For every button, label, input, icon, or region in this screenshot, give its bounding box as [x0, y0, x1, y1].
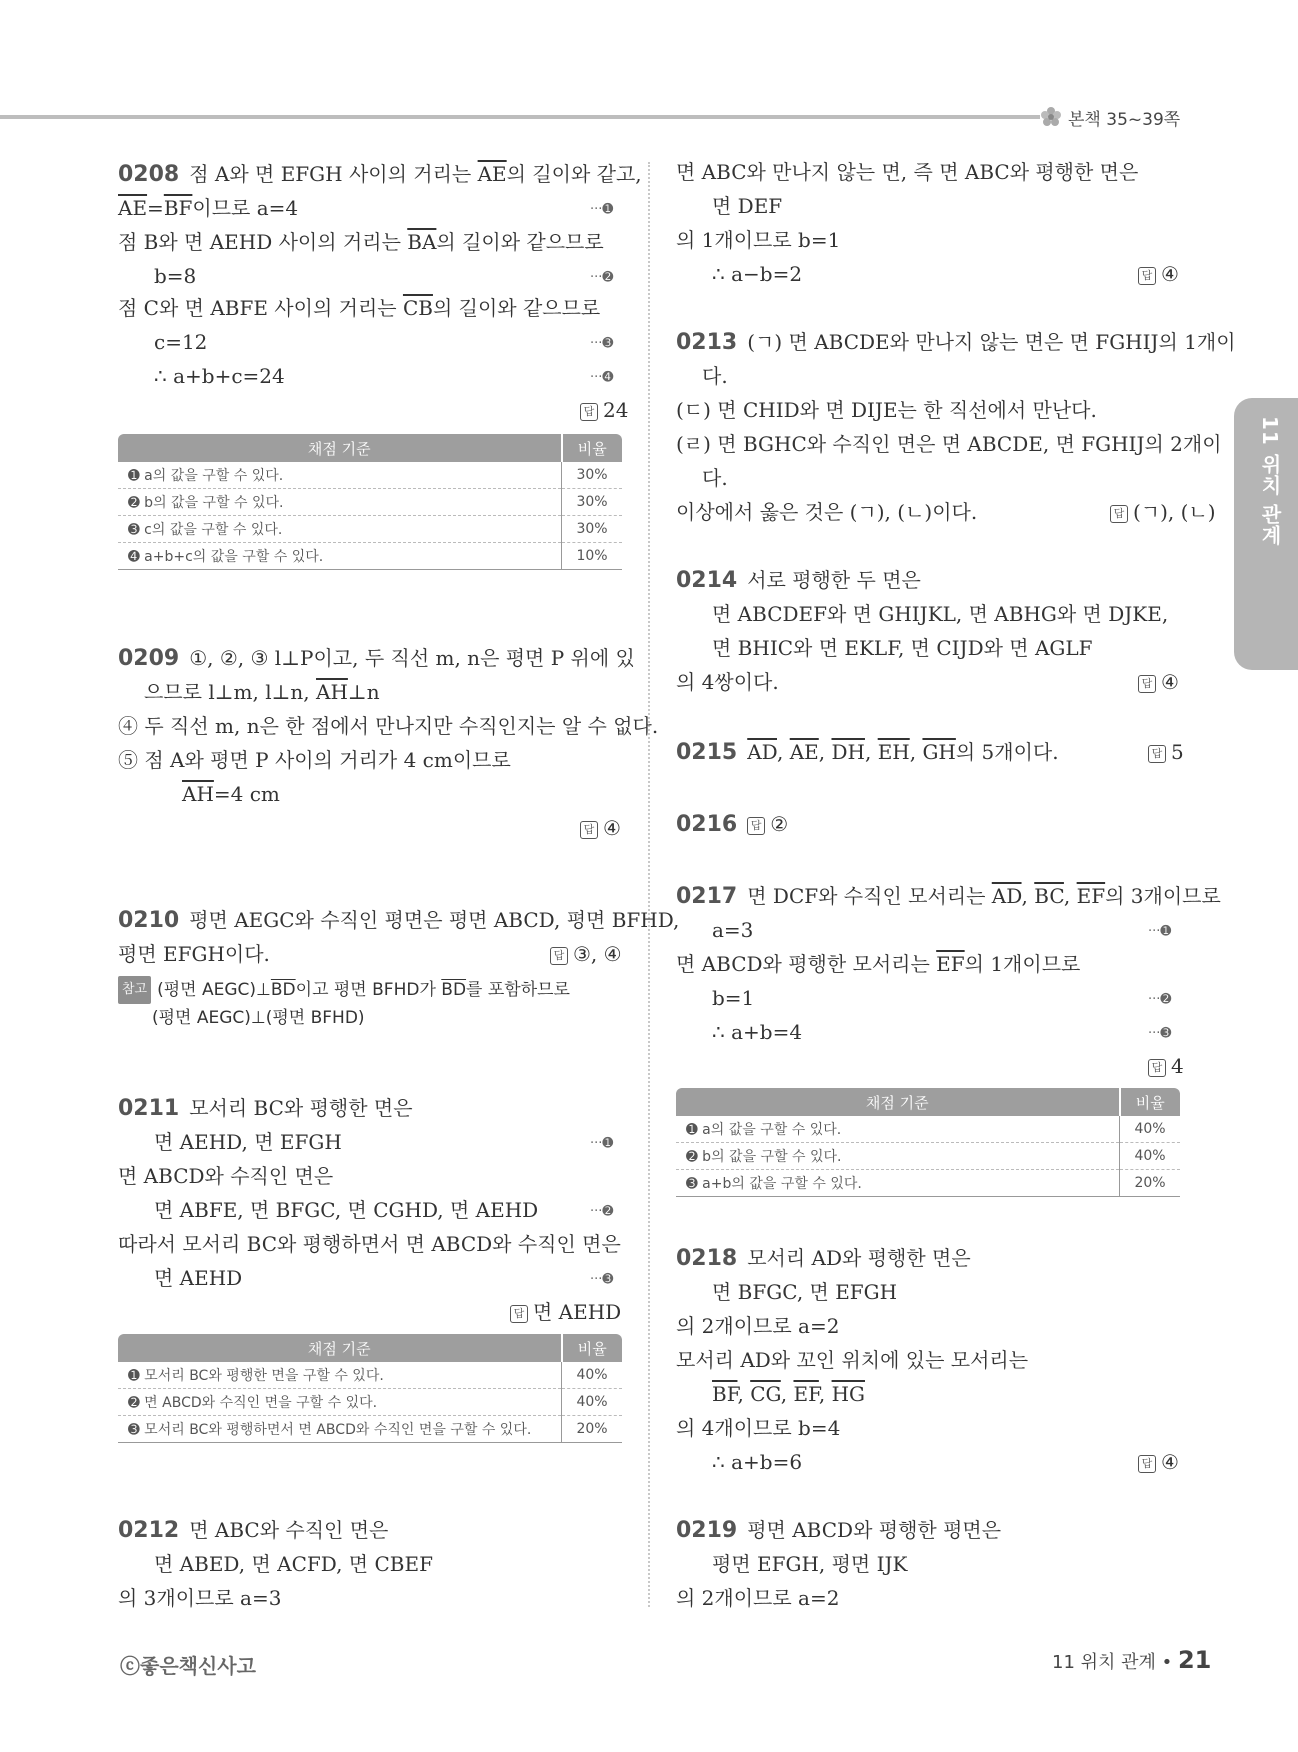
header-rule: [0, 115, 1040, 119]
problem-0213: 0213 (ㄱ) 면 ABCDE와 만나지 않는 면은 면 FGHIJ의 1개이: [676, 330, 1236, 355]
chapter-side-tab: 11 위치 관계: [1234, 398, 1298, 670]
reference-note: 참고 (평면 $AEGC)\perp\overline{BD}$이고 평면 BFHD가 $\overline{BD}$를 포함하므로: [118, 976, 570, 1004]
step-marker: ···➌: [590, 1272, 614, 1287]
publisher-logo: ⓒ좋은책신사고: [120, 1654, 256, 1678]
answer-icon: 답: [747, 817, 765, 835]
flower-icon: [1040, 106, 1062, 128]
problem-0208: 0208 점 A와 면 EFGH 사이의 거리는 $\overline{AE}$의 길이와 같고,: [118, 162, 642, 187]
answer: 답 ③, ④: [550, 940, 622, 968]
step-marker: ···➌: [590, 336, 614, 351]
answer-icon: 답: [580, 821, 598, 839]
answer-icon: 답: [1138, 675, 1156, 693]
step-marker: ···➋: [590, 1204, 614, 1219]
problem-0216: 0216 답 ②: [676, 812, 789, 837]
problem-0215: 0215 $\overline{AD}$, $\overline{AE}$, $\overline{DH}$, $\overline{EH}$, $\overline{GH}$의 5개이다.: [676, 740, 1059, 765]
page-number: 21: [1177, 1646, 1212, 1674]
scoring-table: 채점 기준 비율 ➊ 모서리 BC와 평행한 면을 구할 수 있다. 40% ➋ 면 ABCD와 수직인 면을 구할 수 있다. 40% ➌ 모서리 BC와 평행하면서 면 ABCD와 수직인 면을 구할 수 있다. 20%: [118, 1334, 622, 1443]
answer: 답 4: [1148, 1052, 1184, 1080]
answer: 답 5: [1148, 738, 1184, 766]
answer-icon: 답: [1148, 1059, 1166, 1077]
scoring-table: 채점 기준 비율 ➊ a의 값을 구할 수 있다. 30% ➋ b의 값을 구할 수 있다. 30% ➌ c의 값을 구할 수 있다. 30% ➍ a+b+c의 값을 구할 수 있다. 10%: [118, 434, 622, 570]
answer: 답 면 AEHD: [510, 1298, 621, 1326]
answer: 답 ④: [1138, 260, 1179, 288]
answer-icon: 답: [1138, 1455, 1156, 1473]
step-marker: ···➋: [590, 270, 614, 285]
column-divider: [648, 162, 650, 1607]
problem-0214: 0214 서로 평행한 두 면은: [676, 568, 921, 593]
answer: 답 24: [580, 396, 628, 424]
problem-0211: 0211 모서리 BC와 평행한 면은: [118, 1096, 413, 1121]
page-footer: 11 위치 관계 • 21: [1052, 1646, 1212, 1674]
problem-0217: 0217 면 DCF와 수직인 모서리는 $\overline{AD}$, $\overline{BC}$, $\overline{EF}$의 3개이므로: [676, 884, 1221, 909]
answer-icon: 답: [580, 403, 598, 421]
answer: 답 ④: [580, 814, 621, 842]
answer-icon: 답: [550, 947, 568, 965]
answer: 답 ④: [1138, 1448, 1179, 1476]
step-marker: ···➊: [1148, 924, 1172, 939]
problem-0209: 0209 ①, ②, ③ l⊥P이고, 두 직선 m, n은 평면 P 위에 있: [118, 646, 635, 671]
step-marker: ···➋: [1148, 992, 1172, 1007]
step-marker: ···➌: [1148, 1026, 1172, 1041]
answer: 답 ④: [1138, 668, 1179, 696]
page-reference: 본책 35~39쪽: [1040, 104, 1260, 130]
answer-icon: 답: [1138, 267, 1156, 285]
answer-icon: 답: [510, 1305, 528, 1323]
step-marker: ···➊: [590, 1136, 614, 1151]
problem-0218: 0218 모서리 AD와 평행한 면은: [676, 1246, 971, 1271]
scoring-table: 채점 기준 비율 ➊ a의 값을 구할 수 있다. 40% ➋ b의 값을 구할 수 있다. 40% ➌ a+b의 값을 구할 수 있다. 20%: [676, 1088, 1180, 1197]
step-marker: ···➊: [590, 202, 614, 217]
answer-icon: 답: [1110, 505, 1128, 523]
answer-icon: 답: [1148, 745, 1166, 763]
problem-0212: 0212 면 ABC와 수직인 면은: [118, 1518, 389, 1543]
answer: 답 (ㄱ), (ㄴ): [1110, 498, 1216, 526]
problem-0210: 0210 평면 AEGC와 수직인 평면은 평면 ABCD, 평면 BFHD,: [118, 908, 680, 933]
problem-0219: 0219 평면 ABCD와 평행한 평면은: [676, 1518, 1002, 1543]
step-marker: ···➍: [590, 370, 614, 385]
